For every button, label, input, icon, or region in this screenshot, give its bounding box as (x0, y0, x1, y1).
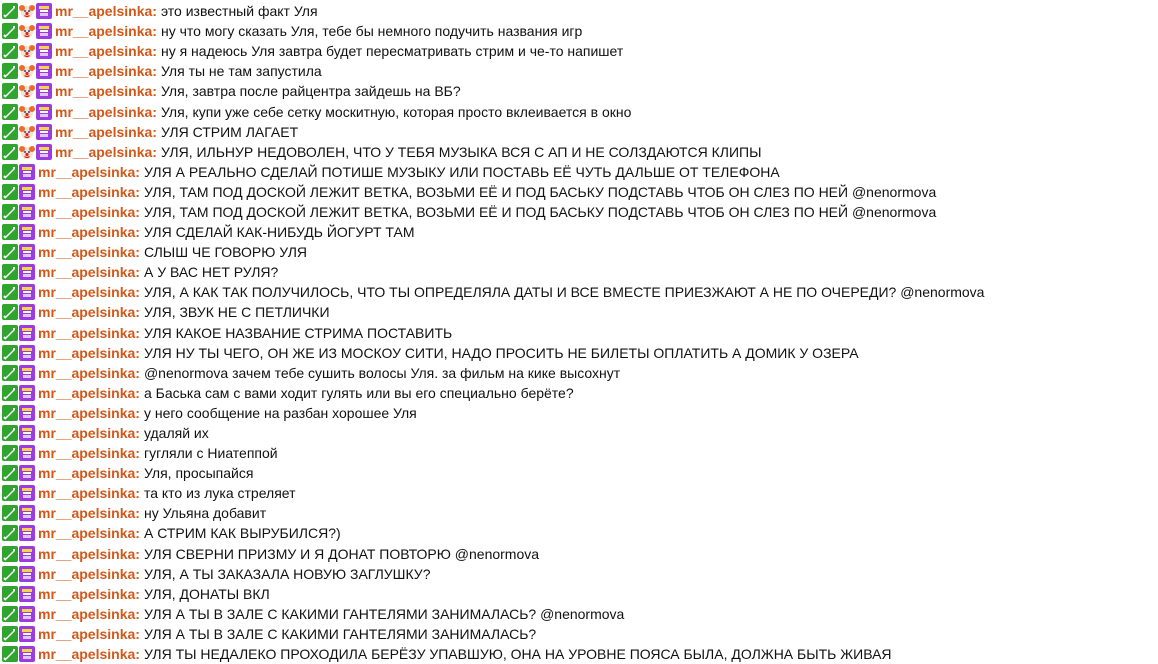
username-separator: : (152, 43, 157, 60)
chat-username[interactable]: mr__apelsinka (38, 565, 136, 582)
username-separator: : (135, 244, 140, 261)
sword-icon[interactable] (2, 184, 18, 200)
chat-message (2, 323, 1158, 343)
chat-message (2, 624, 1158, 644)
sword-icon[interactable] (2, 365, 18, 381)
chat-message-text: Уля, завтра после райцентра зайдешь на ВБ? (160, 83, 461, 100)
sword-icon[interactable] (2, 505, 18, 521)
chat-message (2, 644, 1158, 664)
sword-icon[interactable] (2, 425, 18, 441)
chat-message-text: СЛЫШ ЧЕ ГОВОРЮ УЛЯ (143, 244, 308, 261)
chat-username[interactable]: mr__apelsinka (38, 384, 136, 401)
chat-message-text: УЛЯ А ТЫ В ЗАЛЕ С КАКИМИ ГАНТЕЛЯМИ ЗАНИМАЛАСЬ? (143, 625, 537, 642)
chat-message (2, 483, 1158, 503)
sword-icon[interactable] (2, 224, 18, 240)
username-separator: : (135, 224, 140, 241)
sword-icon[interactable] (2, 566, 18, 582)
username-separator: : (135, 324, 140, 341)
chat-username[interactable]: mr__apelsinka (38, 625, 136, 642)
chat-username[interactable]: mr__apelsinka (38, 244, 136, 261)
chat-message-text: УЛЯ ТЫ НЕДАЛЕКО ПРОХОДИЛА БЕРЁЗУ УПАВШУЮ, ОНА НА УРОВНЕ ПОЯСА БЫЛА, ДОЛЖНА БЫТЬ ЖИВАЯ (143, 646, 892, 663)
sword-icon[interactable] (2, 525, 18, 541)
chat-username[interactable]: mr__apelsinka (55, 63, 153, 80)
badge-group (2, 83, 52, 99)
badge-group (2, 124, 52, 140)
subscriber-icon[interactable] (19, 505, 35, 521)
username-separator: : (135, 344, 140, 361)
subscriber-icon[interactable] (19, 606, 35, 622)
badge-group (2, 264, 35, 280)
subscriber-icon[interactable] (36, 3, 52, 19)
chat-message (2, 101, 1158, 121)
chat-username[interactable]: mr__apelsinka (38, 585, 136, 602)
chat-message (2, 423, 1158, 443)
badge-group (2, 325, 35, 341)
clown-face-icon[interactable] (19, 3, 35, 19)
chat-message (2, 523, 1158, 543)
chat-username[interactable]: mr__apelsinka (55, 83, 153, 100)
sword-icon[interactable] (2, 325, 18, 341)
chat-username[interactable]: mr__apelsinka (38, 485, 136, 502)
badge-group (2, 304, 35, 320)
chat-message (2, 302, 1158, 322)
chat-message-text: у него сообщение на разбан хорошее Уля (143, 404, 417, 421)
sword-icon[interactable] (2, 626, 18, 642)
badge-group (2, 3, 52, 19)
chat-username[interactable]: mr__apelsinka (38, 465, 136, 482)
subscriber-icon[interactable] (36, 23, 52, 39)
badge-group (2, 626, 35, 642)
chat-username[interactable]: mr__apelsinka (38, 344, 136, 361)
sword-icon[interactable] (2, 264, 18, 280)
chat-message-text: УЛЯ, ТАМ ПОД ДОСКОЙ ЛЕЖИТ ВЕТКА, ВОЗЬМИ ЕЁ И ПОД БАСЬКУ ПОДСТАВЬ ЧТОБ ОН СЛЕЗ ПО НЕЙ @nenormova (143, 203, 937, 220)
chat-username[interactable]: mr__apelsinka (55, 23, 153, 40)
sword-icon[interactable] (2, 244, 18, 260)
badge-group (2, 365, 35, 381)
sword-icon[interactable] (2, 63, 18, 79)
subscriber-icon[interactable] (19, 405, 35, 421)
badge-group (2, 606, 35, 622)
chat-message (2, 262, 1158, 282)
username-separator: : (152, 123, 157, 140)
chat-message (2, 383, 1158, 403)
chat-message (2, 61, 1158, 81)
chat-username[interactable]: mr__apelsinka (38, 264, 136, 281)
clown-face-icon[interactable] (19, 124, 35, 140)
username-separator: : (135, 445, 140, 462)
chat-message (2, 343, 1158, 363)
chat-username[interactable]: mr__apelsinka (38, 505, 136, 522)
badge-group (2, 345, 35, 361)
subscriber-icon[interactable] (19, 325, 35, 341)
badge-group (2, 485, 35, 501)
chat-username[interactable]: mr__apelsinka (38, 404, 136, 421)
chat-message (2, 443, 1158, 463)
chat-username[interactable]: mr__apelsinka (38, 284, 136, 301)
chat-message-text: УЛЯ, ЗВУК НЕ С ПЕТЛИЧКИ (143, 304, 330, 321)
chat-message (2, 544, 1158, 564)
chat-message (2, 142, 1158, 162)
badge-group (2, 23, 52, 39)
chat-message-text: Уля, купи уже себе сетку москитную, которая просто вклеивается в окно (160, 103, 632, 120)
subscriber-icon[interactable] (19, 485, 35, 501)
badge-group (2, 525, 35, 541)
chat-username[interactable]: mr__apelsinka (55, 3, 153, 20)
subscriber-icon[interactable] (19, 525, 35, 541)
chat-message (2, 41, 1158, 61)
badge-group (2, 445, 35, 461)
chat-message-text: ну я надеюсь Уля завтра будет пересматривать стрим и че-то напишет (160, 43, 624, 60)
username-separator: : (135, 304, 140, 321)
chat-message-text: УЛЯ СВЕРНИ ПРИЗМУ И Я ДОНАТ ПОВТОРЮ @nenormova (143, 545, 540, 562)
username-separator: : (152, 3, 157, 20)
subscriber-icon[interactable] (19, 184, 35, 200)
subscriber-icon[interactable] (19, 264, 35, 280)
clown-face-icon[interactable] (19, 104, 35, 120)
chat-message-text: Уля ты не там запустила (160, 63, 322, 80)
username-separator: : (135, 605, 140, 622)
username-separator: : (152, 83, 157, 100)
chat-message-text: гугляли с Ниатеппой (143, 445, 278, 462)
username-separator: : (135, 545, 140, 562)
chat-message (2, 503, 1158, 523)
badge-group (2, 546, 35, 562)
badge-group (2, 164, 35, 180)
badge-group (2, 144, 52, 160)
clown-face-icon[interactable] (19, 83, 35, 99)
chat-message (2, 242, 1158, 262)
chat-username[interactable]: mr__apelsinka (38, 203, 136, 220)
subscriber-icon[interactable] (19, 304, 35, 320)
chat-username[interactable]: mr__apelsinka (55, 43, 153, 60)
username-separator: : (135, 525, 140, 542)
subscriber-icon[interactable] (36, 83, 52, 99)
sword-icon[interactable] (2, 3, 18, 19)
badge-group (2, 63, 52, 79)
chat-message-text: это известный факт Уля (160, 3, 318, 20)
badge-group (2, 244, 35, 260)
username-separator: : (135, 585, 140, 602)
chat-message (2, 162, 1158, 182)
clown-face-icon[interactable] (19, 63, 35, 79)
sword-icon[interactable] (2, 485, 18, 501)
username-separator: : (135, 364, 140, 381)
chat-username[interactable]: mr__apelsinka (38, 163, 136, 180)
badge-group (2, 566, 35, 582)
sword-icon[interactable] (2, 445, 18, 461)
username-separator: : (135, 505, 140, 522)
sword-icon[interactable] (2, 284, 18, 300)
clown-face-icon[interactable] (19, 144, 35, 160)
chat-message-text: Уля, просыпайся (143, 465, 254, 482)
subscriber-icon[interactable] (19, 586, 35, 602)
chat-message (2, 81, 1158, 101)
username-separator: : (135, 565, 140, 582)
subscriber-icon[interactable] (36, 43, 52, 59)
subscriber-icon[interactable] (19, 224, 35, 240)
sword-icon[interactable] (2, 204, 18, 220)
chat-message (2, 363, 1158, 383)
chat-username[interactable]: mr__apelsinka (38, 324, 136, 341)
chat-message-text: УЛЯ, ИЛЬНУР НЕДОВОЛЕН, ЧТО У ТЕБЯ МУЗЫКА ВСЯ С АП И НЕ СОЛЗДАЮТСЯ КЛИПЫ (160, 143, 762, 160)
chat-username[interactable]: mr__apelsinka (38, 425, 136, 442)
chat-username[interactable]: mr__apelsinka (38, 545, 136, 562)
chat-message (2, 584, 1158, 604)
username-separator: : (152, 103, 157, 120)
subscriber-icon[interactable] (36, 104, 52, 120)
sword-icon[interactable] (2, 606, 18, 622)
chat-message (2, 182, 1158, 202)
chat-username[interactable]: mr__apelsinka (38, 304, 136, 321)
subscriber-icon[interactable] (19, 365, 35, 381)
badge-group (2, 224, 35, 240)
sword-icon[interactable] (2, 164, 18, 180)
chat-message-text: УЛЯ НУ ТЫ ЧЕГО, ОН ЖЕ ИЗ МОСКОУ СИТИ, НАДО ПРОСИТЬ НЕ БИЛЕТЫ ОПЛАТИТЬ А ДОМИК У ОЗЕРА (143, 344, 859, 361)
subscriber-icon[interactable] (19, 204, 35, 220)
chat-message (2, 282, 1158, 302)
chat-username[interactable]: mr__apelsinka (38, 525, 136, 542)
chat-message-text: УЛЯ СТРИМ ЛАГАЕТ (160, 123, 299, 140)
username-separator: : (135, 625, 140, 642)
chat-username[interactable]: mr__apelsinka (55, 143, 153, 160)
sword-icon[interactable] (2, 144, 18, 160)
subscriber-icon[interactable] (19, 164, 35, 180)
subscriber-icon[interactable] (19, 566, 35, 582)
username-separator: : (135, 384, 140, 401)
subscriber-icon[interactable] (19, 546, 35, 562)
badge-group (2, 405, 35, 421)
chat-username[interactable]: mr__apelsinka (38, 183, 136, 200)
chat-message-text: УЛЯ А РЕАЛЬНО СДЕЛАЙ ПОТИШЕ МУЗЫКУ ИЛИ ПОСТАВЬ ЕЁ ЧУТЬ ДАЛЬШЕ ОТ ТЕЛЕФОНА (143, 163, 780, 180)
badge-group (2, 586, 35, 602)
chat-username[interactable]: mr__apelsinka (55, 103, 153, 120)
chat-username[interactable]: mr__apelsinka (38, 445, 136, 462)
username-separator: : (152, 23, 157, 40)
username-separator: : (152, 143, 157, 160)
sword-icon[interactable] (2, 304, 18, 320)
subscriber-icon[interactable] (36, 124, 52, 140)
clown-face-icon[interactable] (19, 43, 35, 59)
badge-group (2, 104, 52, 120)
chat-message-text: ну Ульяна добавит (143, 505, 267, 522)
chat-message (2, 403, 1158, 423)
username-separator: : (135, 425, 140, 442)
username-separator: : (135, 465, 140, 482)
sword-icon[interactable] (2, 385, 18, 401)
chat-message-text: @nenormova зачем тебе сушить волосы Уля. за фильм на кике высохнут (143, 364, 621, 381)
chat-username[interactable]: mr__apelsinka (38, 364, 136, 381)
badge-group (2, 204, 35, 220)
chat-message (2, 21, 1158, 41)
badge-group (2, 425, 35, 441)
chat-message (2, 564, 1158, 584)
badge-group (2, 465, 35, 481)
chat-message (2, 1, 1158, 21)
chat-message-text: УЛЯ, ТАМ ПОД ДОСКОЙ ЛЕЖИТ ВЕТКА, ВОЗЬМИ ЕЁ И ПОД БАСЬКУ ПОДСТАВЬ ЧТОБ ОН СЛЕЗ ПО НЕЙ @nenormova (143, 183, 937, 200)
sword-icon[interactable] (2, 23, 18, 39)
chat-message-text: а Баська сам с вами ходит гулять или вы его специально берёте? (143, 384, 574, 401)
username-separator: : (135, 203, 140, 220)
chat-username[interactable]: mr__apelsinka (38, 646, 136, 663)
chat-message (2, 122, 1158, 142)
subscriber-icon[interactable] (19, 244, 35, 260)
chat-message-text: А У ВАС НЕТ РУЛЯ? (143, 264, 279, 281)
chat-message-text: УЛЯ СДЕЛАЙ КАК-НИБУДЬ ЙОГУРТ ТАМ (143, 224, 415, 241)
badge-group (2, 43, 52, 59)
chat-username[interactable]: mr__apelsinka (38, 224, 136, 241)
sword-icon[interactable] (2, 586, 18, 602)
badge-group (2, 385, 35, 401)
sword-icon[interactable] (2, 83, 18, 99)
chat-message-text: ну что могу сказать Уля, тебе бы немного подучить названия игр (160, 23, 583, 40)
subscriber-icon[interactable] (19, 284, 35, 300)
subscriber-icon[interactable] (36, 144, 52, 160)
chat-message (2, 463, 1158, 483)
subscriber-icon[interactable] (19, 425, 35, 441)
sword-icon[interactable] (2, 43, 18, 59)
subscriber-icon[interactable] (19, 626, 35, 642)
chat-message-text: удаляй их (143, 425, 209, 442)
subscriber-icon[interactable] (19, 445, 35, 461)
username-separator: : (135, 183, 140, 200)
sword-icon[interactable] (2, 546, 18, 562)
username-separator: : (135, 264, 140, 281)
username-separator: : (135, 284, 140, 301)
subscriber-icon[interactable] (36, 63, 52, 79)
username-separator: : (135, 646, 140, 663)
subscriber-icon[interactable] (19, 465, 35, 481)
chat-message-text: УЛЯ КАКОЕ НАЗВАНИЕ СТРИМА ПОСТАВИТЬ (143, 324, 453, 341)
sword-icon[interactable] (2, 104, 18, 120)
subscriber-icon[interactable] (19, 385, 35, 401)
chat-message-text: А СТРИМ КАК ВЫРУБИЛСЯ?) (143, 525, 341, 542)
chat-message-text: УЛЯ, А ТЫ ЗАКАЗАЛА НОВУЮ ЗАГЛУШКУ? (143, 565, 431, 582)
chat-message (2, 604, 1158, 624)
badge-group (2, 184, 35, 200)
sword-icon[interactable] (2, 465, 18, 481)
sword-icon[interactable] (2, 345, 18, 361)
chat-message-text: УЛЯ, А КАК ТАК ПОЛУЧИЛОСЬ, ЧТО ТЫ ОПРЕДЕЛЯЛА ДАТЫ И ВСЕ ВМЕСТЕ ПРИЕЗЖАЮТ А НЕ ПО ОЧЕРЕДИ? @nenormova (143, 284, 985, 301)
clown-face-icon[interactable] (19, 23, 35, 39)
username-separator: : (135, 485, 140, 502)
username-separator: : (135, 163, 140, 180)
chat-username[interactable]: mr__apelsinka (38, 605, 136, 622)
subscriber-icon[interactable] (19, 345, 35, 361)
username-separator: : (152, 63, 157, 80)
sword-icon[interactable] (2, 405, 18, 421)
chat-message-text: та кто из лука стреляет (143, 485, 296, 502)
chat-message (2, 202, 1158, 222)
chat-username[interactable]: mr__apelsinka (55, 123, 153, 140)
badge-group (2, 284, 35, 300)
badge-group (2, 505, 35, 521)
chat-message-text: УЛЯ А ТЫ В ЗАЛЕ С КАКИМИ ГАНТЕЛЯМИ ЗАНИМАЛАСЬ? @nenormova (143, 605, 625, 622)
chat-message (2, 222, 1158, 242)
chat-message-text: УЛЯ, ДОНАТЫ ВКЛ (143, 585, 270, 602)
username-separator: : (135, 404, 140, 421)
sword-icon[interactable] (2, 124, 18, 140)
